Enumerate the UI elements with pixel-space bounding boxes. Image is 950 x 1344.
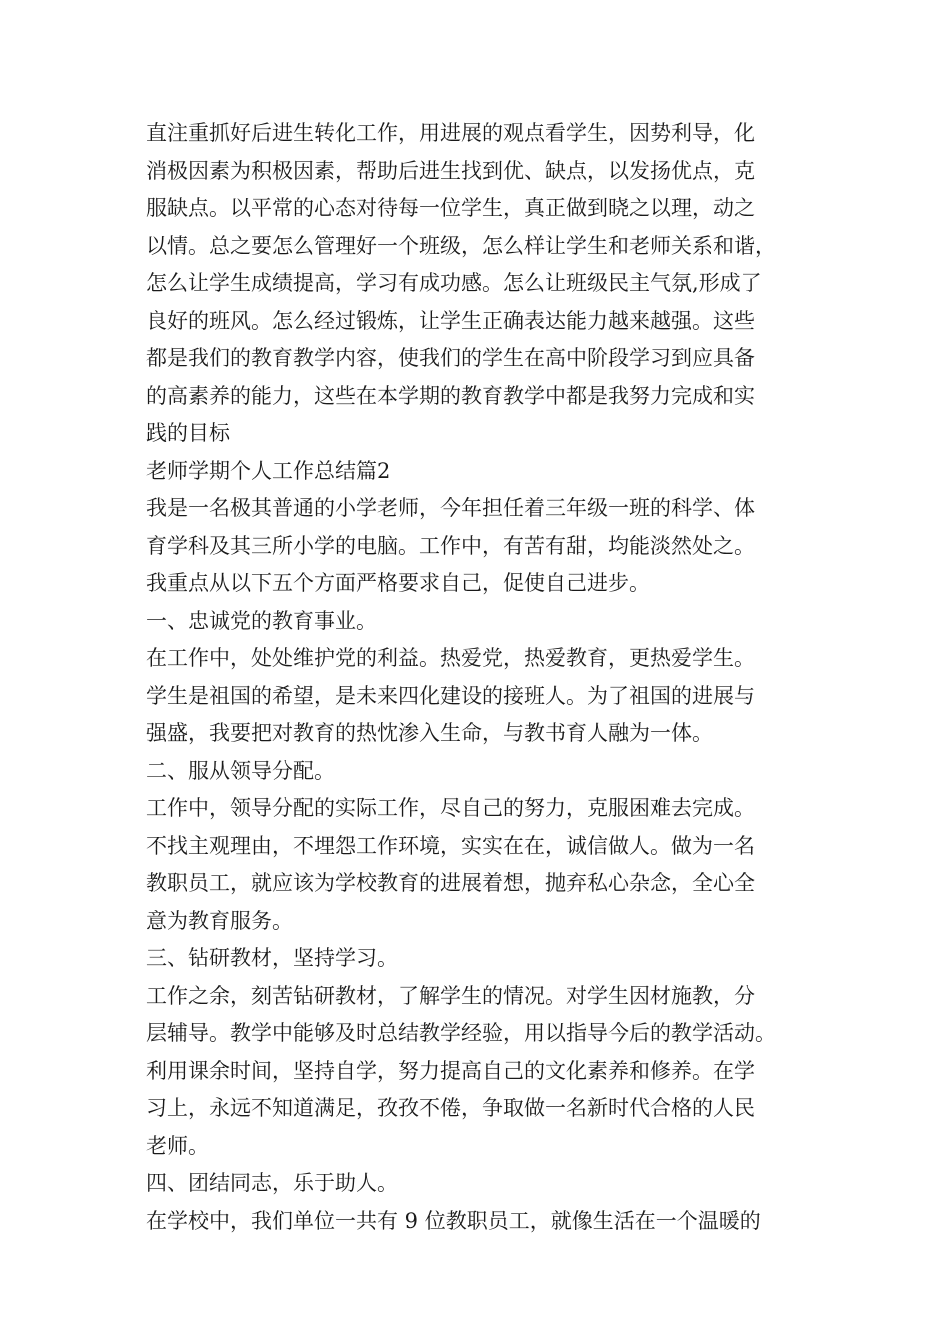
paragraph-line: 消极因素为积极因素，帮助后进生找到优、缺点，以发扬优点，克 <box>146 158 755 183</box>
paragraph-line: 在工作中，处处维护党的利益。热爱党，热爱教育，更热爱学生。 <box>146 646 755 670</box>
paragraph-line: 直注重抓好后进生转化工作，用进展的观点看学生，因势利导，化 <box>146 121 755 145</box>
paragraph-line: 都是我们的教育教学内容，使我们的学生在高中阶段学习到应具备 <box>146 346 755 370</box>
paragraph-line: 良好的班风。怎么经过锻炼，让学生正确表达能力越来越强。这些 <box>146 308 755 333</box>
section-heading: 三、钻研教材，坚持学习。 <box>146 946 398 970</box>
paragraph-line: 层辅导。教学中能够及时总结教学经验，用以指导今后的教学活动。 <box>146 1021 776 1045</box>
paragraph-line: 我是一名极其普通的小学老师，今年担任着三年级一班的科学、体 <box>146 496 755 520</box>
section-heading: 四、团结同志，乐于助人。 <box>146 1171 398 1195</box>
paragraph-line: 意为教育服务。 <box>146 908 293 933</box>
paragraph-line: 服缺点。以平常的心态对待每一位学生，真正做到晓之以理，动之 <box>146 196 755 220</box>
paragraph-line: 践的目标 <box>146 421 230 445</box>
paragraph-line: 学生是祖国的希望，是未来四化建设的接班人。为了祖国的进展与 <box>146 683 755 708</box>
paragraph-line: 育学科及其三所小学的电脑。工作中，有苦有甜，均能淡然处之。 <box>146 533 755 558</box>
section-heading: 二、服从领导分配。 <box>146 758 335 783</box>
section-title: 老师学期个人工作总结篇2 <box>146 458 391 483</box>
paragraph-line: 教职员工，就应该为学校教育的进展着想，抛弃私心杂念，全心全 <box>146 871 755 895</box>
paragraph-line: 不找主观理由，不埋怨工作环境，实实在在，诚信做人。做为一名 <box>146 833 755 858</box>
paragraph-line: 老师。 <box>146 1133 209 1158</box>
paragraph-line: 怎么让学生成绩提高，学习有成功感。怎么让班级民主气氛,形成了 <box>146 271 762 295</box>
paragraph-line: 利用课余时间，坚持自学，努力提高自己的文化素养和修养。在学 <box>146 1058 755 1083</box>
document-body <box>146 115 816 1240</box>
section-heading: 一、忠诚党的教育事业。 <box>146 608 377 633</box>
paragraph-line: 工作中，领导分配的实际工作，尽自己的努力，克服困难去完成。 <box>146 796 755 820</box>
paragraph-line: 工作之余，刻苦钻研教材，了解学生的情况。对学生因材施教，分 <box>146 983 755 1008</box>
paragraph-line: 习上，永远不知道满足，孜孜不倦，争取做一名新时代合格的人民 <box>146 1096 755 1120</box>
paragraph-line: 在学校中，我们单位一共有 9 位教职员工，就像生活在一个温暖的 <box>146 1208 761 1233</box>
paragraph-line: 的高素养的能力，这些在本学期的教育教学中都是我努力完成和实 <box>146 383 755 408</box>
paragraph-line: 强盛，我要把对教育的热忱渗入生命，与教书育人融为一体。 <box>146 721 713 745</box>
paragraph-line: 以情。总之要怎么管理好一个班级，怎么样让学生和老师关系和谐， <box>146 233 776 258</box>
paragraph-line: 我重点从以下五个方面严格要求自己，促使自己进步。 <box>146 571 650 595</box>
